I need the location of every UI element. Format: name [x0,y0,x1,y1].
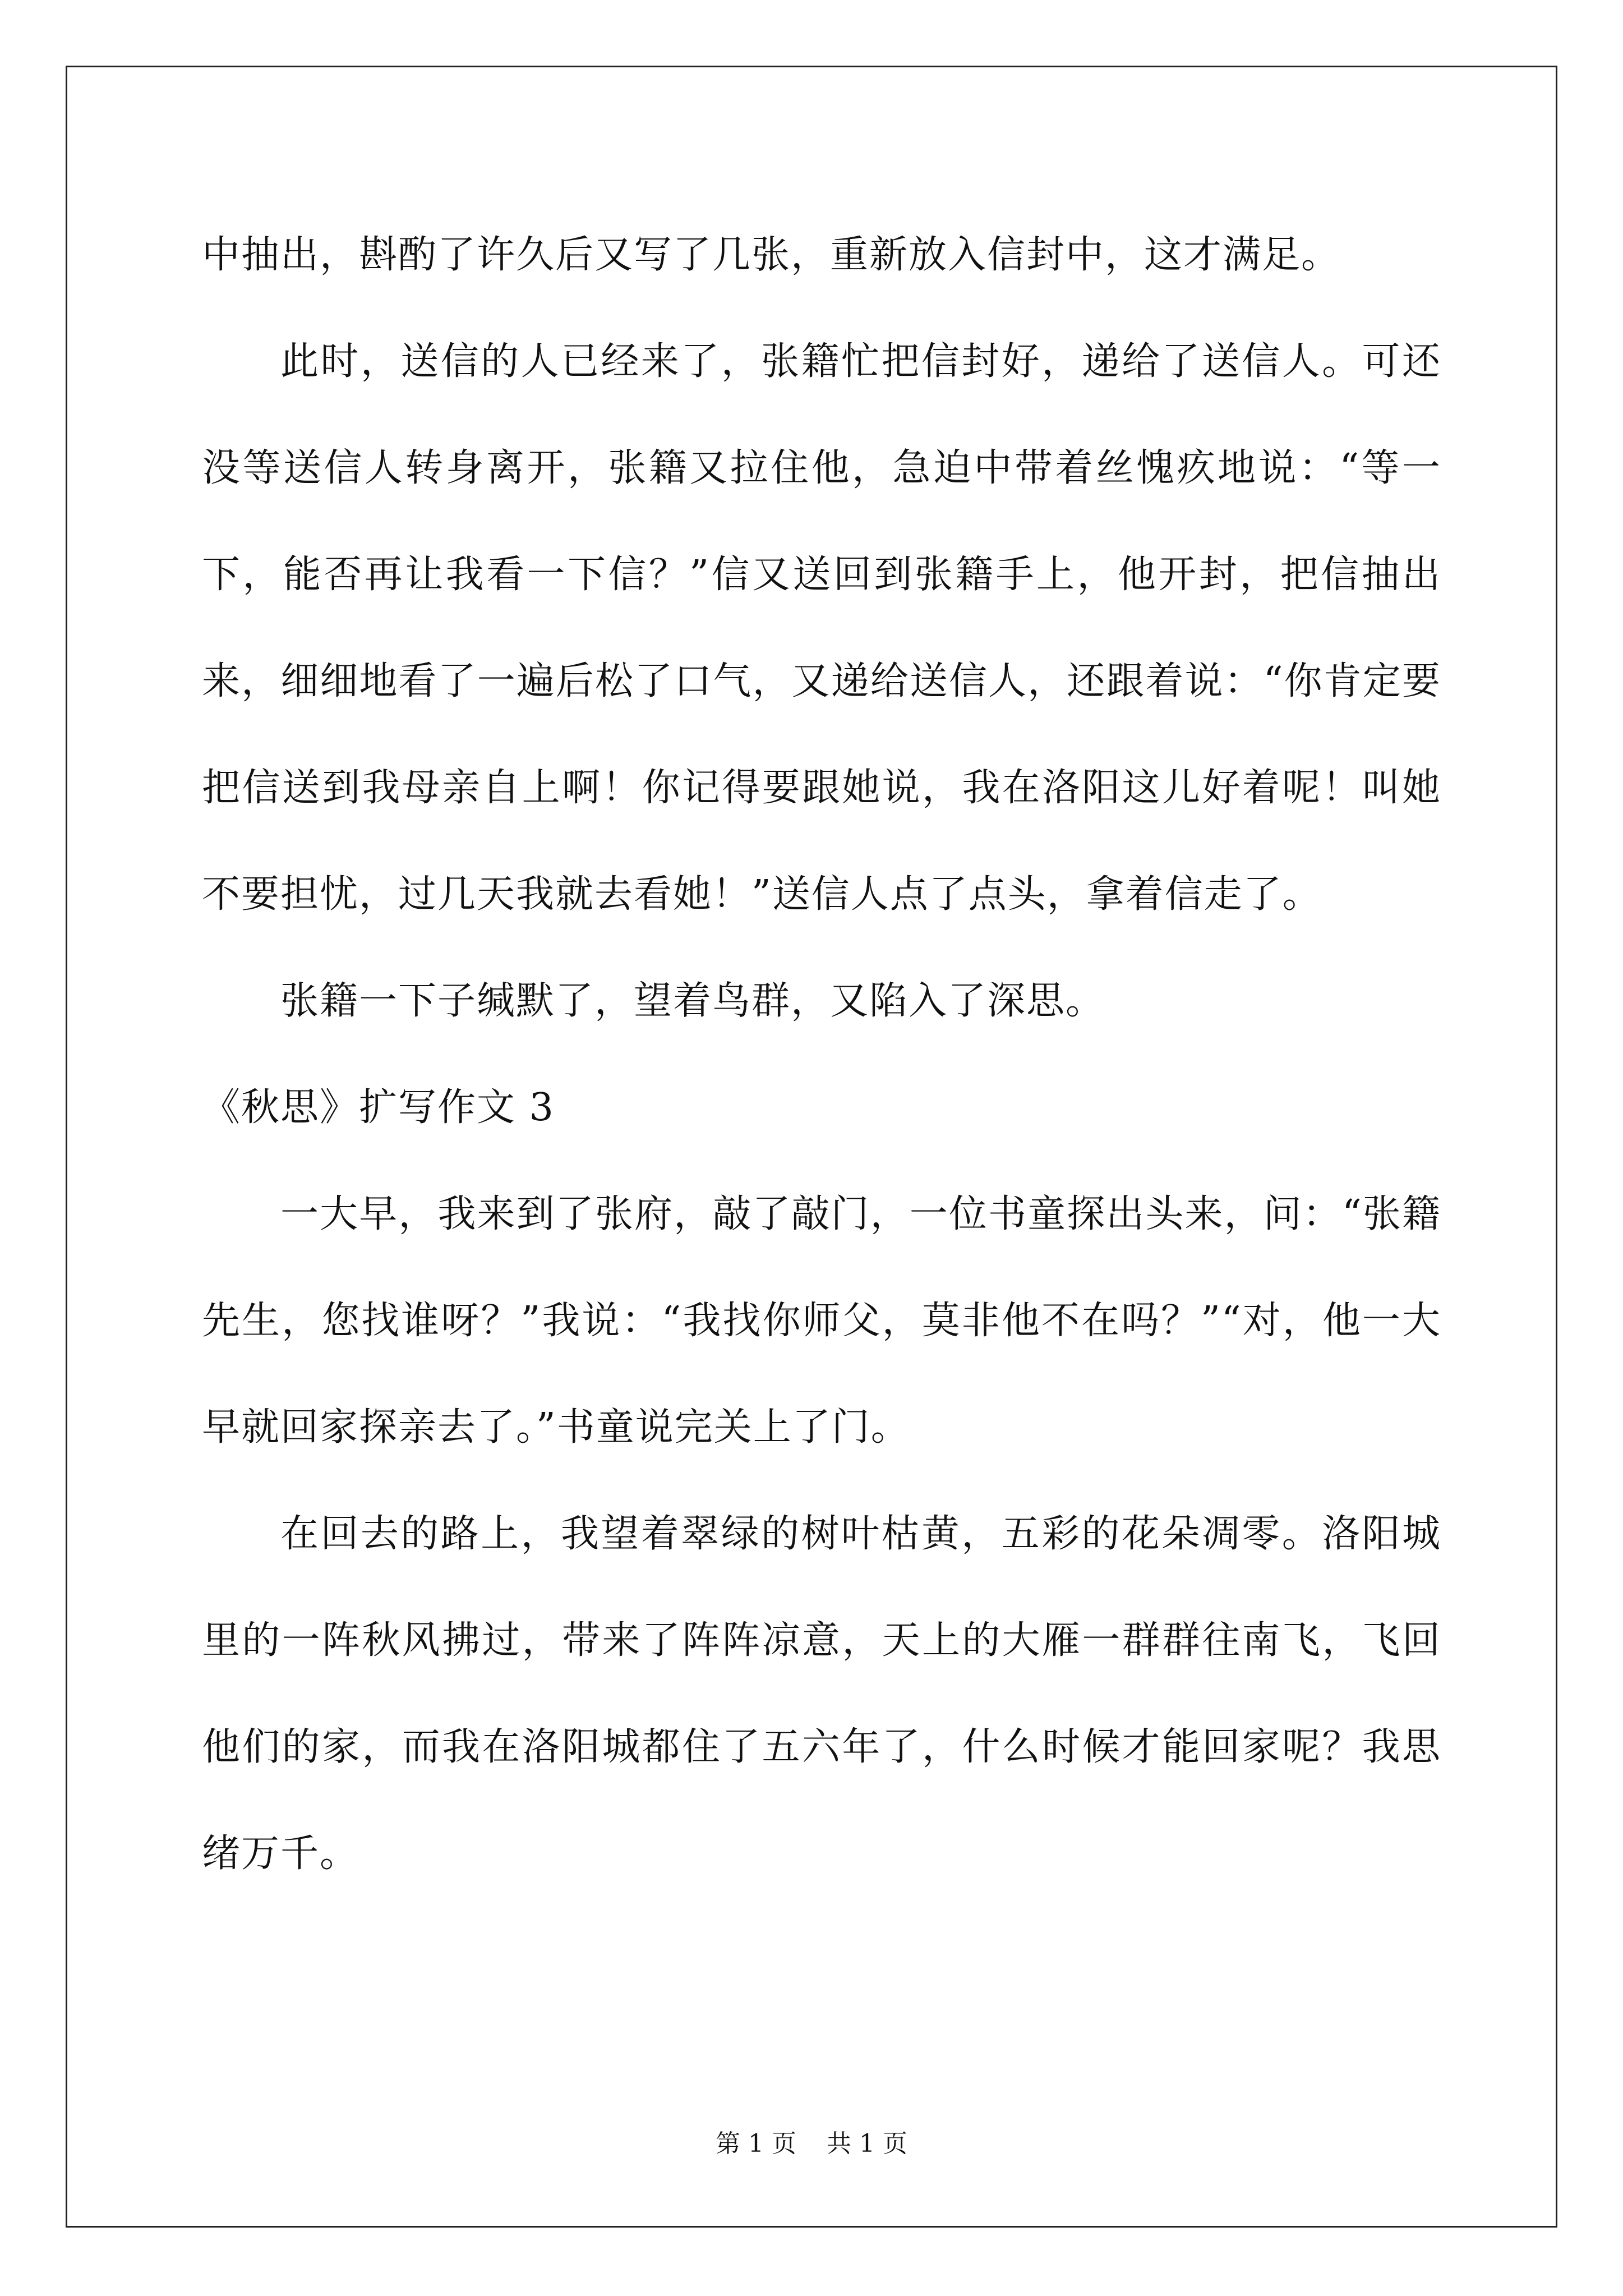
paragraph-5: 在回去的路上，我望着翠绿的树叶枯黄，五彩的花朵凋零。洛阳城里的一阵秋风拂过，带来了阵阵凉意，天上的大雁一群群往南飞，飞回他们的家，而我在洛阳城都住了五六年了，什么时候才能回家呢？我思绪万千。 [202,1512,1441,1876]
page-total: 共 1 页 [827,2129,907,2158]
section-heading: 《秋思》扩写作文 3 [202,1085,555,1130]
paragraph-3: 张籍一下子缄默了，望着鸟群，又陷入了深思。 [280,979,1105,1023]
document-body [202,202,1441,1907]
page-footer [0,2123,1623,2159]
page-number: 第 1 页 [716,2129,796,2158]
paragraph-2: 此时，送信的人已经来了，张籍忙把信封好，递给了送信人。可还没等送信人转身离开，张籍又拉住他，急迫中带着丝愧疚地说：“等一下，能否再让我看一下信？”信又送回到张籍手上，他开封，把信抽出来，细细地看了一遍后松了口气，又递给送信人，还跟着说：“你肯定要把信送到我母亲自上啊！你记得要跟她说，我在洛阳这儿好着呢！叫她不要担忧，过几天我就去看她！”送信人点了点头，拿着信走了。 [202,339,1441,917]
paragraph-4: 一大早，我来到了张府，敲了敲门，一位书童探出头来，问：“张籍先生，您找谁呀？”我说：“我找你师父，莫非他不在吗？”“对，他一大早就回家探亲去了。”书童说完关上了门。 [202,1192,1441,1450]
paragraph-1: 中抽出，斟酌了许久后又写了几张，重新放入信封中，这才满足。 [202,233,1341,277]
